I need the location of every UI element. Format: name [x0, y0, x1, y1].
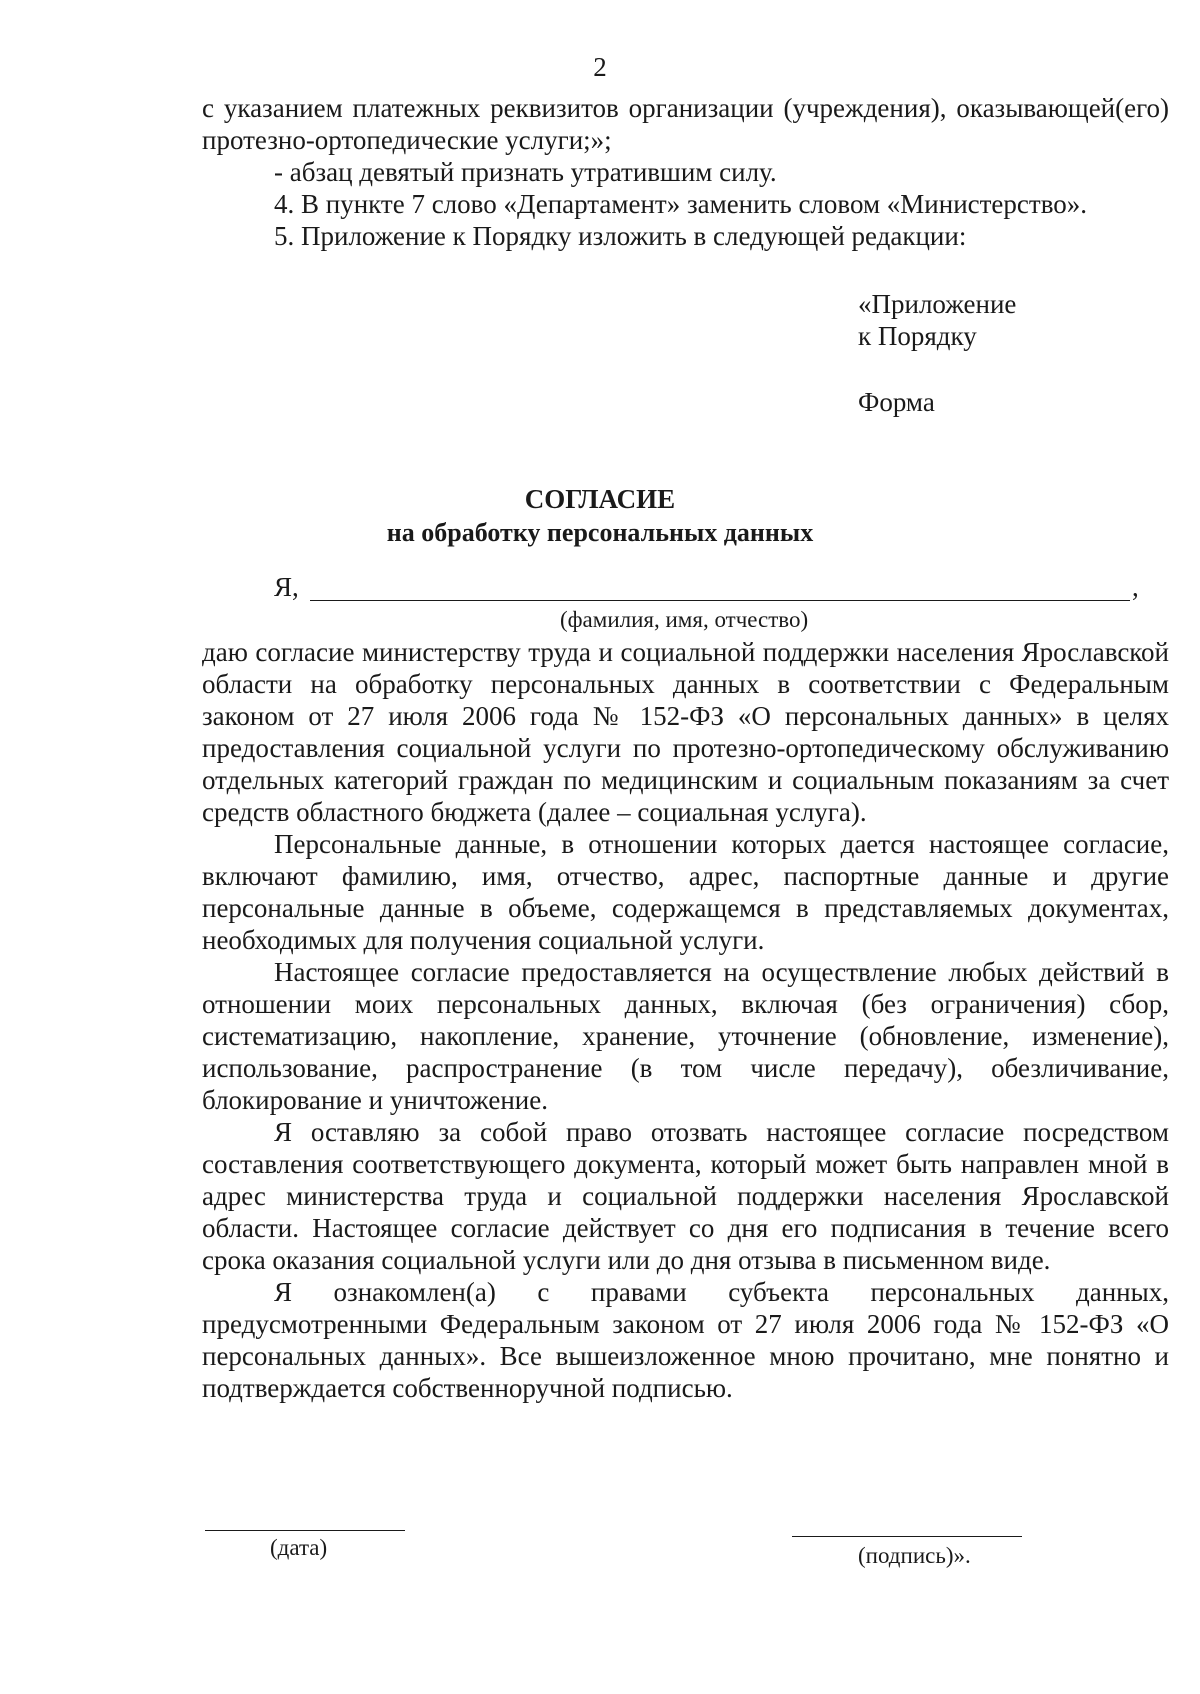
form-label: Форма [858, 387, 935, 417]
intro-section [202, 92, 1169, 252]
name-prefix: Я, [274, 572, 299, 602]
consent-body [202, 636, 1169, 1404]
name-caption: (фамилия, имя, отчество) [560, 607, 809, 632]
date-caption: (дата) [270, 1535, 328, 1560]
signature-area [0, 1520, 1200, 1600]
page-number: 2 [593, 52, 607, 82]
consent-paragraph-3: Настоящее согласие предоставляется на осуществление любых действий в отношении моих персональных данных, включая (без ограничения) сбор, систематизацию, накопление, хранение, уточнение (обновление, изменение), использование, распространение (в том числе передачу), обезличивание, блокирование и уничтожение. [202, 957, 1169, 1115]
appendix-heading [858, 288, 1158, 352]
name-field-row [274, 570, 1174, 606]
signature-caption: (подпись)». [858, 1543, 971, 1568]
consent-paragraph-2: Персональные данные, в отношении которых дается настоящее согласие, включают фамилию, имя, отчество, адрес, паспортные данные и другие персональные данные в объеме, содержащемся в представляемых документах, необходимых для получения социальной услуги. [202, 829, 1169, 955]
intro-paragraph-4: 5. Приложение к Порядку изложить в следующей редакции: [274, 221, 967, 251]
intro-paragraph-3: 4. В пункте 7 слово «Департамент» заменить словом «Министерство». [274, 189, 1088, 219]
name-suffix: , [1132, 572, 1139, 602]
appendix-line-2: к Порядку [858, 321, 977, 351]
name-fill-line [310, 600, 1130, 601]
consent-paragraph-1: даю согласие министерству труда и социальной поддержки населения Ярославской области на обработку персональных данных в соответствии с Федеральным законом от 27 июля 2006 года № 152-ФЗ «О персональных данных» в целях предоставления социальной услуги по протезно-ортопедическому обслуживанию отдельных категорий граждан по медицинским и социальным показаниям за счет средств областного бюджета (далее – социальная услуга). [202, 637, 1169, 827]
document-title: СОГЛАСИЕ [524, 484, 676, 514]
date-fill-line [205, 1530, 405, 1531]
intro-paragraph-1: с указанием платежных реквизитов организации (учреждения), оказывающей(его) протезно-ортопедические услуги;»; [202, 93, 1169, 155]
consent-paragraph-5: Я ознакомлен(а) с правами субъекта персональных данных, предусмотренными Федеральным законом от 27 июля 2006 года № 152-ФЗ «О персональных данных». Все вышеизложенное мною прочитано, мне понятно и подтверждается собственноручной подписью. [202, 1277, 1169, 1403]
appendix-line-1: «Приложение [858, 289, 1017, 319]
document-subtitle: на обработку персональных данных [386, 518, 814, 547]
intro-paragraph-2: - абзац девятый признать утратившим силу. [274, 157, 777, 187]
signature-fill-line [792, 1536, 1022, 1537]
consent-paragraph-4: Я оставляю за собой право отозвать настоящее согласие посредством составления соответствующего документа, который может быть направлен мной в адрес министерства труда и социальной поддержки населения Ярославской области. Настоящее согласие действует со дня его подписания в течение всего срока оказания социальной услуги или до дня отзыва в письменном виде. [202, 1117, 1169, 1275]
